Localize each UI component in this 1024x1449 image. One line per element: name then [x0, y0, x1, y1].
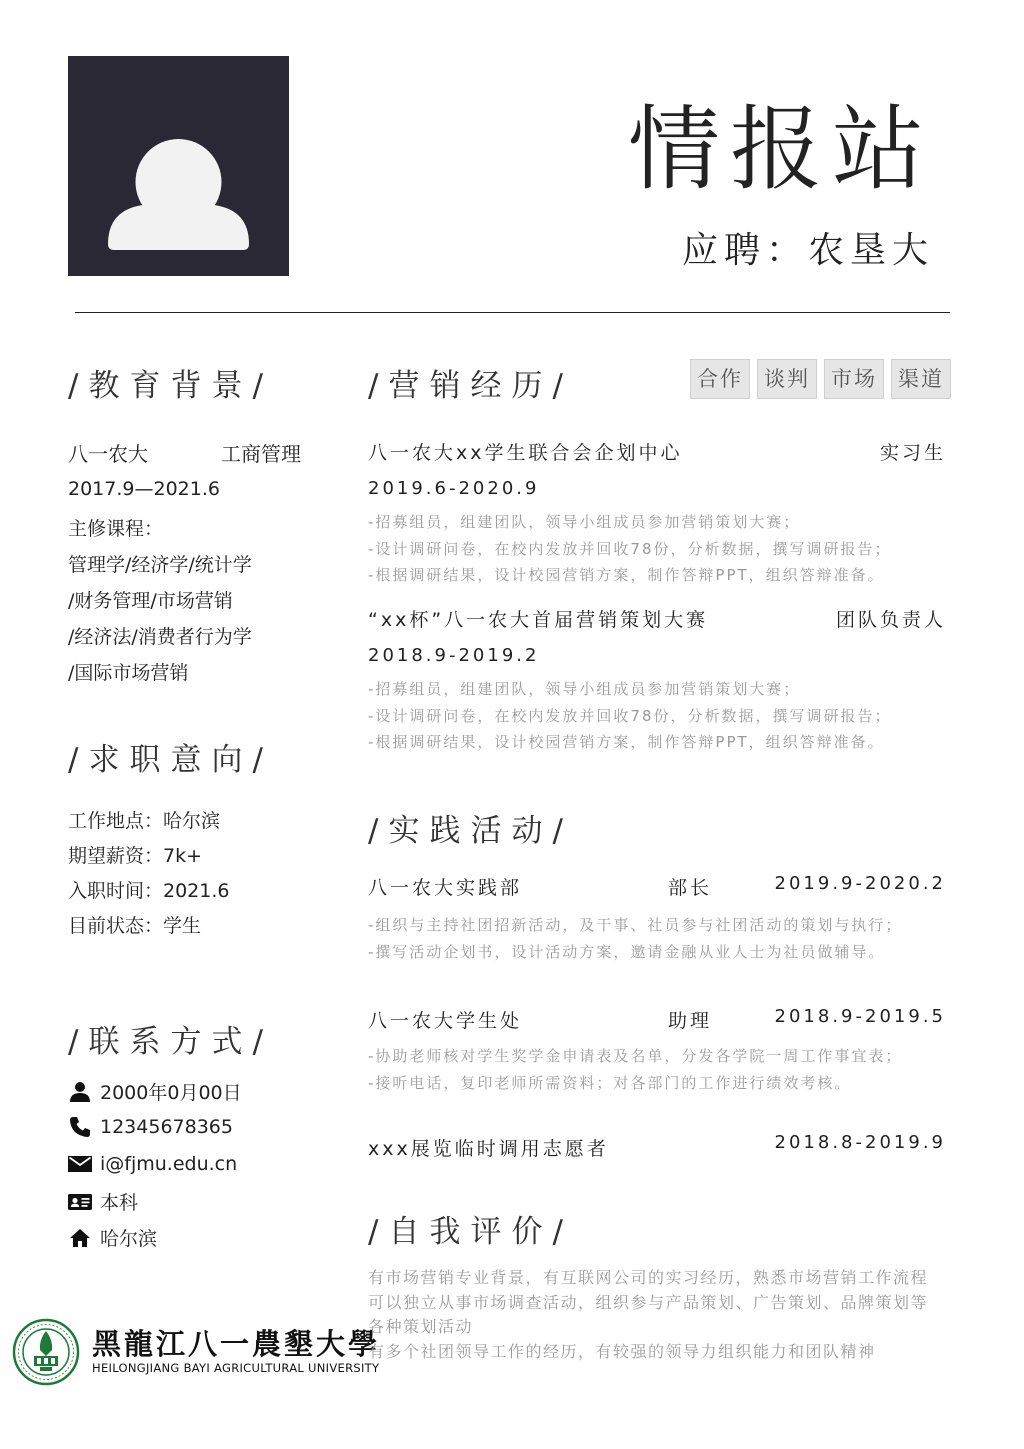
practice-description: -组织与主持社团招新活动，及干事、社员参与社团活动的策划与执行； -撰写活动企划书，设计活动方案，邀请金融从业人士为社员做辅导。: [368, 916, 903, 961]
contact-title: /联系方式/: [68, 1024, 273, 1060]
practice-period: 2019.9-2020.2: [774, 873, 946, 894]
intent-salary: 期望薪资：7k+: [68, 845, 203, 867]
education-title: /教育背景/: [68, 368, 273, 404]
practice-period: 2018.9-2019.5: [774, 1006, 946, 1027]
skill-tag: 渠道: [891, 359, 951, 399]
experience-description: -招募组员，组建团队，领导小组成员参加营销策划大赛； -设计调研问卷，在校内发放并回收78份，分析数据，撰写调研报告； -根据调研结果，设计校园营销方案，制作答辩PPT，组织答辩准备。: [368, 513, 892, 584]
profile-photo-placeholder: [68, 56, 289, 276]
contact-email: i@fjmu.edu.cn: [68, 1152, 237, 1176]
phone-icon: [68, 1115, 92, 1139]
applied-position: 应聘：农垦大: [681, 230, 934, 271]
education-major: 工商管理: [221, 442, 301, 466]
contact-birthday: 2000年0月00日: [68, 1078, 242, 1105]
education-courses-label: 主修课程：: [68, 518, 164, 540]
self-eval-paragraph: 有市场营销专业背景，有互联网公司的实习经历，熟悉市场营销工作流程: [368, 1268, 929, 1287]
experience-role: 团队负责人: [835, 609, 946, 631]
experience-org: 八一农大xx学生联合会企划中心: [368, 442, 683, 464]
university-seal-icon: [12, 1318, 80, 1386]
contact-degree: 本科: [68, 1188, 138, 1215]
practice-role: 助理: [668, 1010, 713, 1032]
education-course-line: /国际市场营销: [68, 662, 189, 684]
experience-org: “xx杯”八一农大首届营销策划大赛: [368, 609, 709, 631]
education-school: 八一农大: [68, 442, 148, 466]
self-eval-text: [368, 1266, 943, 1364]
header-divider: [75, 312, 950, 313]
education-school-row: [68, 438, 301, 467]
practice-org: 八一农大实践部: [368, 877, 523, 899]
experience-description: -招募组员，组建团队，领导小组成员参加营销策划大赛； -设计调研问卷，在校内发放并回收78份，分析数据，撰写调研报告； -根据调研结果，设计校园营销方案，制作答辩PPT，组织答辩准备。: [368, 680, 892, 751]
self-eval-paragraph: 可以独立从事市场调查活动，组织参与产品策划、广告策划、品牌策划等各种策划活动: [368, 1292, 929, 1336]
intent-title: /求职意向/: [68, 742, 273, 778]
university-name-cn: 黑龍江八一農墾大學: [92, 1327, 381, 1361]
practice-org: xxx展览临时调用志愿者: [368, 1138, 609, 1160]
contact-city: 哈尔滨: [68, 1224, 157, 1251]
education-course-line: /财务管理/市场营销: [68, 590, 233, 612]
marketing-title: /营销经历/: [368, 368, 573, 404]
mail-icon: [68, 1152, 92, 1176]
skill-tag: 谈判: [757, 359, 817, 399]
avatar-icon: [68, 56, 289, 276]
experience-period: 2019.6-2020.9: [368, 478, 540, 499]
practice-title: /实践活动/: [368, 813, 573, 849]
practice-period: 2018.8-2019.9: [774, 1132, 946, 1153]
contact-phone: 12345678365: [68, 1115, 233, 1139]
education-course-line: 管理学/经济学/统计学: [68, 554, 252, 576]
id-card-icon: [68, 1190, 92, 1214]
home-icon: [68, 1226, 92, 1250]
education-course-line: /经济法/消费者行为学: [68, 626, 252, 648]
education-period: 2017.9—2021.6: [68, 478, 220, 500]
experience-role: 实习生: [879, 442, 946, 464]
intent-status: 目前状态：学生: [68, 915, 202, 937]
candidate-name: 情报站: [627, 96, 934, 203]
university-name-en: HEILONGJIANG BAYI AGRICULTURAL UNIVERSITY: [92, 1361, 380, 1375]
intent-start-date: 入职时间：2021.6: [68, 880, 230, 902]
person-icon: [68, 1080, 92, 1104]
skill-tag: 市场: [824, 359, 884, 399]
experience-period: 2018.9-2019.2: [368, 645, 540, 666]
self-eval-paragraph: 有多个社团领导工作的经历，有较强的领导力组织能力和团队精神: [368, 1341, 876, 1361]
practice-role: 部长: [668, 877, 713, 899]
skill-tags: [690, 359, 951, 399]
skill-tag: 合作: [690, 359, 750, 399]
intent-location: 工作地点：哈尔滨: [68, 810, 221, 832]
practice-description: -协助老师核对学生奖学金申请表及名单，分发各学院一周工作事宜表； -接听电话，复印老师所需资料；对各部门的工作进行绩效考核。: [368, 1047, 903, 1092]
practice-org: 八一农大学生处: [368, 1010, 523, 1032]
self-eval-title: /自我评价/: [368, 1214, 573, 1250]
